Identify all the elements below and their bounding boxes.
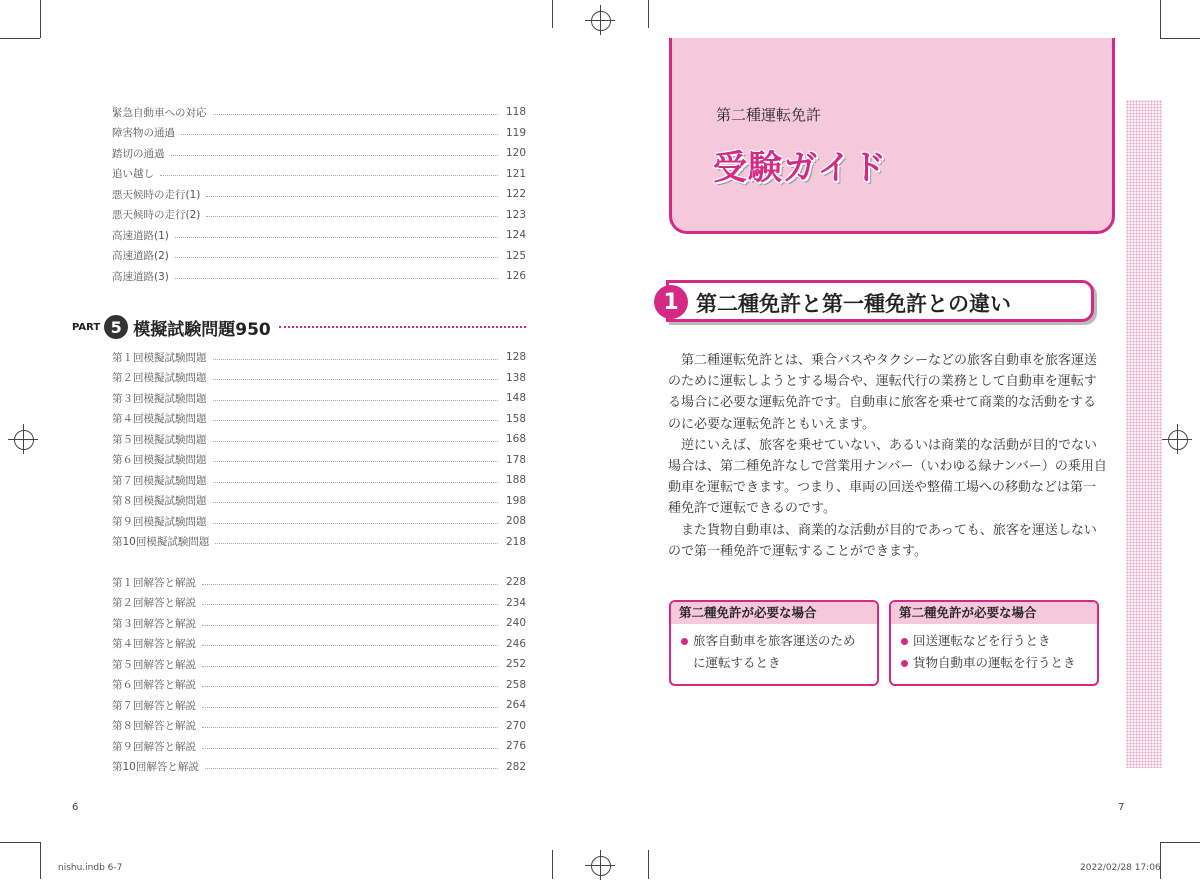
toc-leader-dots [181,134,498,135]
guide-header-box [669,38,1115,234]
section-number-badge: 1 [654,285,688,319]
toc-entry-page: 126 [505,270,526,282]
toc-entry [112,512,526,530]
toc-entry-page: 148 [505,392,526,404]
toc-entry [112,206,526,224]
toc-entry-title: 第１回解答と解説 [112,576,196,589]
toc-leader-dots [202,707,498,708]
toc-entry-page: 276 [505,740,526,752]
toc-leader-dots [213,359,499,360]
toc-leader-dots [175,237,498,238]
toc-entry-title: 第１回模擬試験問題 [112,351,207,364]
page-number-left: 6 [72,802,79,813]
toc-entry-page: 282 [505,760,526,773]
toc-entry [112,247,526,265]
toc-leader-dots [213,461,499,462]
crop-mark [1160,842,1161,879]
info-box-heading: 第二種免許が必要な場合 [671,602,877,624]
toc-entry-title: 悪天候時の走行(1) [112,188,201,201]
toc-leader-dots [175,278,498,279]
part-title: 模擬試験問題950 [133,319,271,340]
registration-mark [585,5,615,35]
crop-mark [0,842,40,843]
toc-entry-title: 追い越し [112,168,154,180]
toc-entry-page: 125 [505,249,526,262]
toc-entry-page: 178 [505,453,526,466]
info-box-right [889,600,1099,686]
toc-leader-dots [213,482,499,483]
crop-mark [1160,38,1200,39]
toc-entry-title: 第８回解答と解説 [112,720,196,732]
toc-entry-title: 第10回解答と解説 [112,761,199,773]
toc-entry-title: 第８回模擬試験問題 [112,495,207,507]
toc-entry-page: 252 [505,658,526,670]
toc-entry [112,635,526,653]
header-title: 受験ガイド [713,148,887,188]
toc-leader-dots [175,257,498,258]
toc-entry-page: 258 [505,678,526,691]
toc-entry [112,758,526,776]
toc-leader-dots [213,379,499,380]
toc-leader-dots [202,748,498,749]
toc-entry [112,165,526,183]
toc-leader-dots [213,114,499,115]
toc-entry [112,696,526,714]
toc-entry-title: 第３回解答と解説 [112,617,196,630]
toc-entry [112,348,526,366]
toc-entry [112,594,526,612]
toc-entry-title: 第２回解答と解説 [112,597,196,609]
toc-leader-dots [202,604,498,605]
toc-entry [112,676,526,694]
toc-entry [112,737,526,755]
toc-entry [112,430,526,448]
toc-entry [112,614,526,632]
toc-entry [112,655,526,673]
toc-entry-page: 240 [505,617,526,629]
toc-leader-dots [206,196,498,197]
toc-entry-title: 高速道路(1) [112,229,169,242]
toc-leader-dots [202,645,498,646]
toc-entry-page: 123 [505,208,526,221]
page-number-right: 7 [1118,802,1125,813]
toc-entry-page: 208 [505,515,526,527]
toc-entry-title: 高速道路(3) [112,270,169,283]
crop-mark [40,0,41,38]
toc-entry-title: 障害物の通過 [112,127,175,139]
toc-entry-title: 高速道路(2) [112,250,169,262]
toc-leader-dots [213,523,499,524]
toc-entry-page: 228 [505,576,526,588]
toc-entry-title: 第６回解答と解説 [112,679,196,691]
toc-entry-page: 270 [505,719,526,732]
toc-leader-dots [213,441,499,442]
header-subtitle: 第二種運転免許 [716,106,822,124]
toc-entry-title: 踏切の通過 [112,147,165,160]
toc-entry-title: 第９回模擬試験問題 [112,515,207,528]
crop-mark [552,850,553,879]
crop-mark [0,38,40,39]
crop-mark [648,850,649,879]
toc-entry-title: 第９回解答と解説 [112,740,196,753]
info-box-item: 貨物自動車の運転を行うとき [891,652,1097,674]
toc-entry [112,471,526,489]
toc-entry [112,533,526,551]
toc-entry-page: 138 [505,371,526,384]
toc-entry-title: 第４回模擬試験問題 [112,413,207,425]
toc-leader-dots [202,584,498,585]
toc-entry-page: 118 [505,106,526,118]
crop-mark [648,0,649,28]
toc-entry-page: 168 [505,433,526,445]
toc-leader-dots [213,502,499,503]
registration-mark [585,850,615,880]
toc-entry-page: 128 [505,351,526,363]
print-slug-right: 2022/02/28 17:06 [1080,863,1161,873]
toc-entry [112,717,526,735]
toc-entry-page: 121 [505,167,526,180]
part-leader-dots [279,326,526,328]
toc-leader-dots [160,175,498,176]
toc-entry-title: 第２回模擬試験問題 [112,372,207,384]
toc-leader-dots [202,625,498,626]
toc-entry-page: 188 [505,474,526,486]
registration-mark [8,424,38,454]
toc-entry [112,573,526,591]
section-heading [654,280,1096,324]
crop-mark [1160,0,1161,38]
toc-entry [112,103,526,121]
toc-entry-page: 218 [505,535,526,548]
toc-leader-dots [206,216,498,217]
toc-entry [112,124,526,142]
toc-entry-page: 198 [505,494,526,507]
section-title: 第二種免許と第一種免許との違い [696,292,1011,316]
toc-entry [112,369,526,387]
info-box-heading: 第二種免許が必要な場合 [891,602,1097,624]
part-heading [72,313,526,341]
crop-mark [552,0,553,28]
toc-entry [112,410,526,428]
toc-entry [112,226,526,244]
print-slug-left: nishu.indb 6-7 [58,863,123,873]
toc-leader-dots [205,768,498,769]
toc-entry [112,389,526,407]
paragraph: 第二種運転免許とは、乗合バスやタクシーなどの旅客自動車を旅客運送のために運転しようとする場合や、運転代行の業務として自動車を運転する場合に必要な運転免許です。自動車に旅客を乗せて商業的な活動をするのに必要な運転免許ともいえます。 [668,353,1098,432]
toc-entry [112,185,526,203]
toc-leader-dots [202,727,498,728]
toc-entry [112,144,526,162]
paragraph: 逆にいえば、旅客を乗せていない、あるいは商業的な活動が目的でない場合は、第二種免許なしで営業用ナンバー（いわゆる緑ナンバー）の乗用自動車を運転できます。つまり、車両の回送や整備工場への移動などは第一種免許で運転できるのです。 [668,437,1107,517]
toc-entry-title: 悪天候時の走行(2) [112,209,201,221]
part-label: PART [72,321,101,333]
body-text [668,350,1108,562]
toc-entry-title: 第６回模擬試験問題 [112,454,207,466]
info-box-item: 回送運転などを行うとき [891,630,1097,652]
info-box-item-cont: に運転するとき [693,655,781,670]
toc-entry-page: 234 [505,596,526,609]
toc-entry [112,267,526,285]
toc-entry [112,492,526,510]
toc-entry-title: 第４回解答と解説 [112,638,196,650]
bullet-icon [901,638,908,645]
toc-entry-page: 246 [505,637,526,650]
toc-entry-page: 122 [505,188,526,200]
toc-entry-title: 第７回解答と解説 [112,699,196,712]
toc-entry-title: 第５回模擬試験問題 [112,433,207,446]
info-box-left [669,600,879,686]
toc-entry-page: 120 [505,147,526,159]
toc-leader-dots [171,155,499,156]
toc-entry [112,451,526,469]
toc-entry-page: 264 [505,699,526,711]
part-number-badge: 5 [104,315,128,339]
crop-mark [1160,842,1200,843]
toc-entry-title: 第７回模擬試験問題 [112,474,207,487]
toc-leader-dots [213,400,499,401]
crop-mark [40,842,41,879]
toc-leader-dots [202,666,498,667]
side-dot-pattern [1126,100,1162,768]
toc-leader-dots [213,420,499,421]
toc-entry-title: 第３回模擬試験問題 [112,392,207,405]
toc-entry-title: 第５回解答と解説 [112,658,196,671]
toc-leader-dots [215,543,498,544]
toc-entry-title: 緊急自動車への対応 [112,106,207,119]
paragraph: また貨物自動車は、商業的な活動が目的であっても、旅客を運送しないので第一種免許で運転することができます。 [668,522,1097,559]
toc-entry-page: 119 [505,126,526,139]
registration-mark [1162,424,1192,454]
toc-entry-page: 158 [505,412,526,425]
info-box-item: 旅客自動車を旅客運送のため [671,630,877,652]
toc-leader-dots [202,686,498,687]
bullet-icon [681,638,688,645]
toc-entry-title: 第10回模擬試験問題 [112,536,210,548]
toc-entry-page: 124 [505,229,526,241]
bullet-icon [901,660,908,667]
